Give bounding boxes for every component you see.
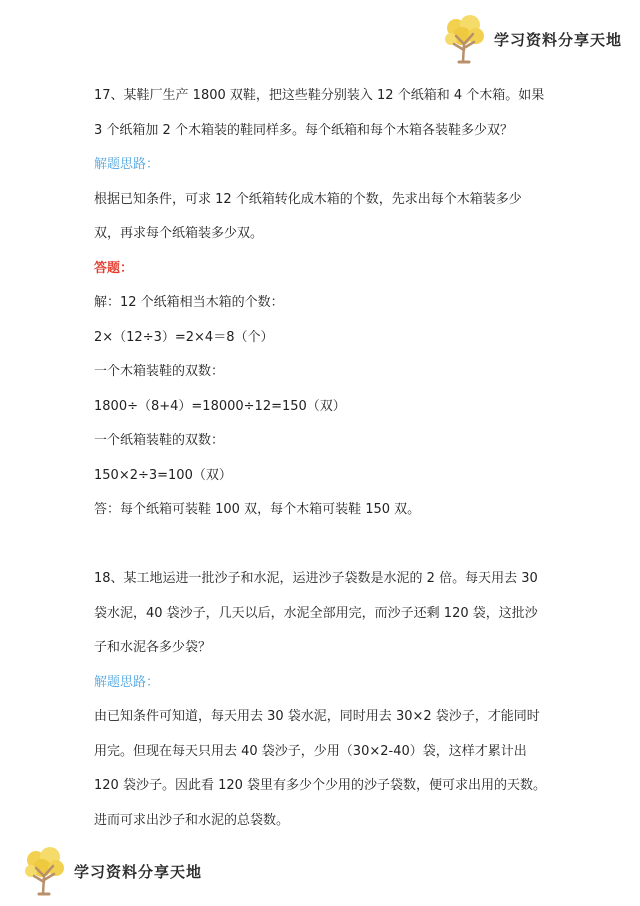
header-brand [442, 14, 622, 64]
q17-line-2: 3 个纸箱加 2 个木箱装的鞋同样多。每个纸箱和每个木箱各装鞋多少双？ [94, 122, 513, 138]
q17-hint-line-2: 双，再求每个纸箱装多少双。 [94, 226, 264, 241]
q18-hint-label: 解题思路： [94, 674, 160, 690]
brand-name: 学习资料分享天地 [74, 862, 203, 881]
q18-hint-line-2: 用完。但现在每天只用去 40 袋沙子，少用（30×2-40）袋，这样才累计出 [94, 743, 527, 759]
q17-answer-line-6: 150×2÷3=100（双） [94, 467, 232, 483]
brand-name: 学习资料分享天地 [493, 30, 622, 49]
q18-line-2: 袋水泥，40 袋沙子，几天以后，水泥全部用完，而沙子还剩 120 袋，这批沙 [94, 605, 538, 621]
q18-hint-line-1: 由已知条件可知道，每天用去 30 袋水泥，同时用去 30×2 袋沙子，才能同时 [94, 709, 540, 724]
q17-hint-label: 解题思路： [94, 157, 160, 172]
tree-logo-icon [442, 14, 486, 64]
q17-answer-line-2: 2×（12÷3）=2×4＝8（个） [94, 329, 274, 345]
q17-line-1: 17、某鞋厂生产 1800 双鞋，把这些鞋分别装入 12 个纸箱和 4 个木箱。如果 [94, 88, 545, 103]
q17-answer-line-7: 答：每个纸箱可装鞋 100 双，每个木箱可装鞋 150 双。 [94, 502, 421, 517]
q17-answer-line-4: 1800÷（8+4）=18000÷12=150（双） [94, 398, 346, 414]
q17-answer-label: 答题： [94, 260, 134, 276]
q17-hint-line-1: 根据已知条件，可求 12 个纸箱转化成木箱的个数，先求出每个木箱装多少 [94, 191, 522, 207]
q17-answer-line-3: 一个木箱装鞋的双数： [94, 364, 225, 379]
q17-answer-line-5: 一个纸箱装鞋的双数： [94, 433, 225, 448]
section-spacer [94, 535, 528, 570]
tree-logo-icon [22, 846, 66, 896]
q18-line-1: 18、某工地运进一批沙子和水泥，运进沙子袋数是水泥的 2 倍。每天用去 30 [94, 571, 538, 586]
q18-hint-line-4: 进而可求出沙子和水泥的总袋数。 [94, 812, 290, 828]
q17-answer-line-1: 解：12 个纸箱相当木箱的个数： [94, 295, 284, 310]
q18-hint-line-3: 120 袋沙子。因此看 120 袋里有多少个少用的沙子袋数，便可求出用的天数。 [94, 778, 547, 793]
footer-brand [22, 846, 202, 896]
q18-line-3: 子和水泥各多少袋？ [94, 640, 212, 655]
document-body [94, 86, 547, 845]
